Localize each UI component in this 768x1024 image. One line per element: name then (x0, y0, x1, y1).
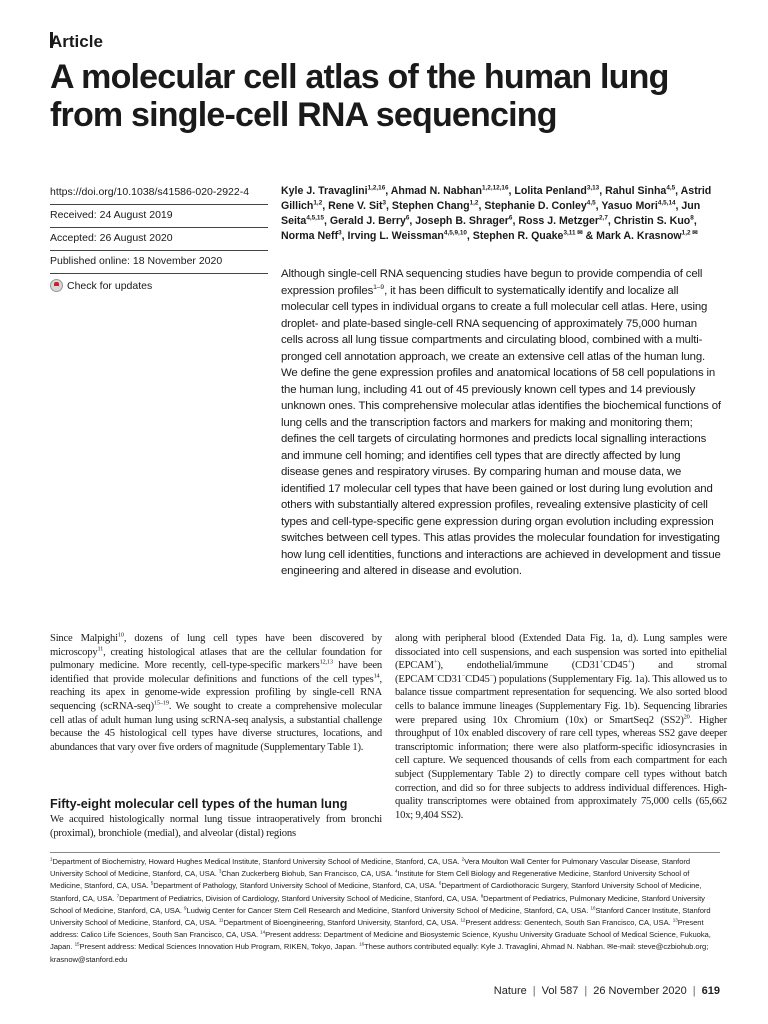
footnote-divider (50, 852, 720, 853)
paper-title: A molecular cell atlas of the human lung from single-cell RNA sequencing (50, 58, 669, 134)
volume: Vol 587 (541, 985, 579, 997)
article-meta (50, 182, 268, 292)
issue-date: 26 November 2020 (593, 985, 687, 997)
check-for-updates-button[interactable] (50, 274, 268, 292)
abstract: Although single-cell RNA sequencing studies have begun to provide compendia of cell expression profiles$^{1-9}$, it has been difficult to systematically identify and localize all molecular cell types in individual organs to create a full molecular cell atlas. Here, using droplet- and plate-based single-cell RNA sequencing of approximately 75,000 human cells across all lung tissue compartments and circulating blood, combined with a multi-pronged cell annotation approach, we create an extensive cell atlas of the human lung. We define the gene expression profiles and anatomical locations of 58 cell populations in the human lung, including 41 out of 45 previously known cell types and 14 previously unknown ones. This comprehensive molecular atlas identifies the biochemical functions of lung cells and the transcription factors and markers for making and monitoring them; defines the cell targets of circulating hormones and predicts local signalling interactions and immune cell homing; and identifies cell types that are directly affected by lung disease genes and respiratory viruses. By comparing human and mouse data, we identified 17 molecular cell types that have been gained or lost during lung evolution and others with substantially altered expression profiles, revealing extensive plasticity of cell types and cell-type-specific gene expression during organ evolution including expression switches between cell types. This atlas provides the molecular foundation for investigating how lung cell identities, functions and interactions are achieved in development and tissue engineering and altered in disease and evolution. (281, 268, 721, 577)
affiliations-footnote: $^1$Department of Biochemistry, Howard Hughes Medical Institute, Stanford University School of Medicine, Stanford, CA, USA. $^2$Vera Moulton Wall Center for Pulmonary Vascular Disease, Stanford University School of Medicine, Stanford, CA, USA. $^3$Chan Zuckerberg Biohub, San Francisco, CA, USA. $^4$Institute for Stem Cell Biology and Regenerative Medicine, Stanford University School of Medicine, Stanford, CA, USA. $^5$Department of Pathology, Stanford University School of Medicine, Stanford, CA, USA. $^6$Department of Cardiothoracic Surgery, Stanford University School of Medicine, Stanford, CA, USA. $^7$Department of Pediatrics, Division of Cardiology, Stanford University School of Medicine, Stanford, CA, USA. $^8$Department of Pediatrics, Pulmonary Medicine, Stanford University School of Medicine, Stanford, CA, USA. $^9$Ludwig Center for Cancer Stem Cell Research and Medicine, Stanford University School of Medicine, Stanford, CA, USA. $^{10}$Stanford Cancer Institute, Stanford University School of Medicine, Stanford, CA, USA. $^{11}$Department of Bioengineering, Stanford University, Stanford, CA, USA. $^{12}$Present address: Genentech, South San Francisco, CA, USA. $^{13}$Present address: Calico Life Sciences, South San Francisco, CA, USA. $^{14}$Present address: Department of Medicine and Biosystemic Science, Kyushu University Graduate School of Medical Science, Fukuoka, Japan. $^{15}$Present address: Medical Sciences Innovation Hub Program, RIKEN, Tokyo, Japan. $^{16}$These authors contributed equally: Kyle J. Travaglini, Ahmad N. Nabhan. ✉e-mail: steve@czbiohub.org; krasnow@stanford.edu (50, 856, 711, 964)
accepted-date: Accepted: 26 August 2020 (50, 228, 268, 251)
doi-link[interactable]: https://doi.org/10.1038/s41586-020-2922-4 (50, 182, 268, 205)
page-number: 619 (701, 985, 720, 997)
body-text-right: along with peripheral blood (Extended Data Fig. 1a, d). Lung samples were dissociated into cell suspensions, and each suspension was sorted into epithelial (EPCAM+), endothelial/immune (CD31+CD45+) and stromal (EPCAM−CD31−CD45−) populations (Supplementary Fig. 1a). This allowed us to balance tissue compartment representation for sequencing. We also sorted blood cells to balance immune lineages (Supplementary Fig. 1b). Sequencing libraries were prepared using 10x Chromium (10x) or SmartSeq2 $(SS2)^{20}$. Higher throughput of 10x enabled discovery of rare cell types, whereas SS2 gave deeper transcriptomic information; there were also platform-specific idiosyncrasies in cell capture. We sequenced thousands of cells from each compartment for each subject (Supplementary Table 2) to directly compare cell types without batch correction, and did so for three subjects to address individual differences. High-quality transcriptomes were obtained from approximately 75,000 cells (65,662 10x; 9,404 SS2). (395, 633, 728, 821)
body-text-left-section: We acquired histologically normal lung tissue intraoperatively from bronchi (proximal), bronchiole (medial), and alveolar (distal) regions (50, 814, 382, 839)
body-text-left-intro: Since Malpighi$^{10}$, dozens of lung cell types have been discovered by microscopy$^{11}$, creating histological atlases that are the cellular foundation for pulmonary medicine. More recently, cell-type-specific markers$^{12,13}$ have been identified that provide molecular definitions and functions of the cell types$^{14}$, reaching its apex in genome-wide expression profiling by single-cell RNA sequencing (scRNA-seq)$^{15-19}$. We sought to create a comprehensive molecular cell atlas of adult human lung using scRNA-seq analysis, a substantial challenge because the 45 histological cell types have diverse structures, locations, and abundances that vary over five orders of magnitude (Supplementary Table 1). (50, 631, 382, 753)
check-updates-icon (50, 279, 63, 292)
article-type-label: Article (50, 32, 103, 51)
section-heading: Fifty-eight molecular cell types of the human lung (50, 797, 348, 811)
journal-name: Nature (493, 985, 527, 997)
received-date: Received: 24 August 2019 (50, 205, 268, 228)
published-date: Published online: 18 November 2020 (50, 251, 268, 274)
author-list: Kyle J. Travaglini$^{1,2,16}$, Ahmad N. Nabhan$^{1,2,12,16}$, Lolita Penland$^{3,13}$, Rahul Sinha$^{4,5}$, Astrid Gillich$^{1,2}$, Rene V. Sit$^3$, Stephen Chang$^{1,2}$, Stephanie D. Conley$^{4,5}$, Yasuo Mori$^{4,5,14}$, Jun Seita$^{4,5,15}$, Gerald J. Berry$^6$, Joseph B. Shrager$^6$, Ross J. Metzger$^{2,7}$, Christin S. Kuo$^8$, Norma Neff$^3$, Irving L. Weissman$^{4,5,9,10}$, Stephen R. Quake$^{3,11 ✉}$ & Mark A. Krasnow$^{1,2 ✉}$ (281, 184, 712, 242)
check-updates-label: Check for updates (67, 279, 153, 292)
page-footer: Nature | Vol 587 | 26 November 2020 | 619 (493, 985, 720, 997)
